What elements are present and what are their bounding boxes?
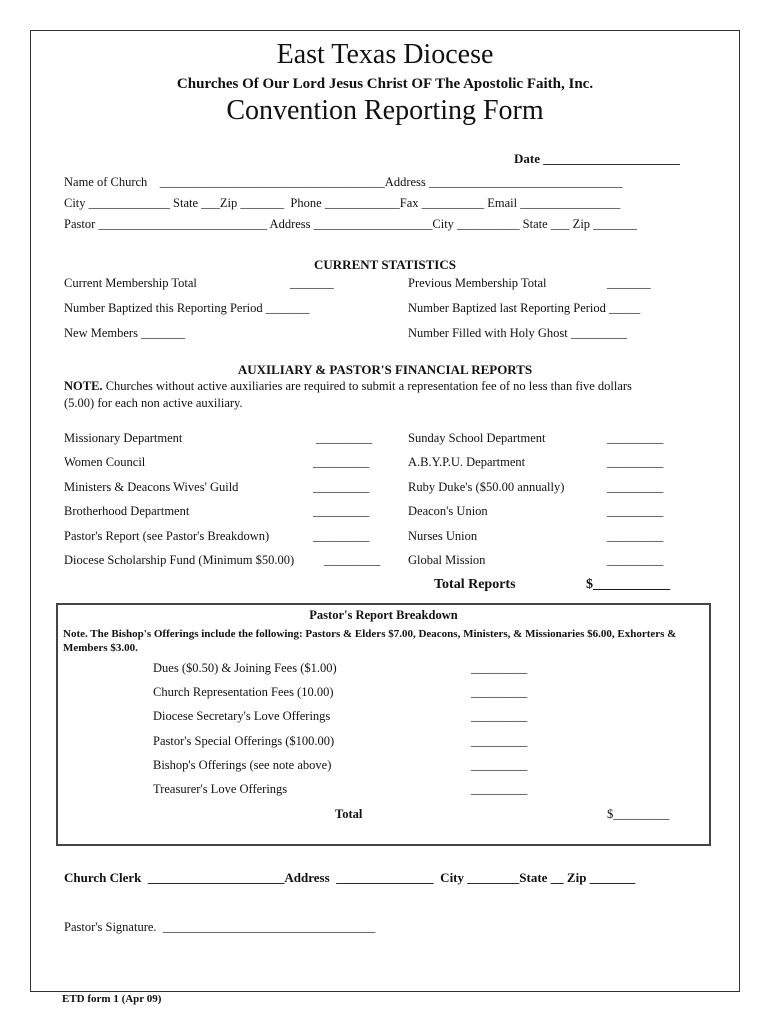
global-mission-label: Global Mission [408, 553, 486, 567]
bishops-offerings-field[interactable]: _________ [471, 758, 528, 772]
abypu-label: A.B.Y.P.U. Department [408, 455, 526, 469]
financial-heading: AUXILIARY & PASTOR'S FINANCIAL REPORTS [237, 362, 533, 377]
diocese-title: East Texas Diocese [276, 39, 494, 70]
treasurer-offerings-label: Treasurer's Love Offerings [153, 782, 288, 796]
brotherhood-field[interactable]: _________ [313, 504, 370, 518]
bishops-offerings-note: Note. The Bishop's Offerings include the following: Pastors & Elders $7.00, Deacons, Ministers, & Missionaries $6.00, Exhorters & Members $3.00. [63, 628, 677, 654]
secretary-offerings-field[interactable]: _________ [471, 709, 528, 723]
women-council-field[interactable]: _________ [313, 455, 370, 469]
previous-membership-field[interactable]: _______ [607, 276, 651, 290]
organization-subtitle: Churches Of Our Lord Jesus Christ OF The Apostolic Faith, Inc. [176, 76, 594, 92]
nurses-union-field[interactable]: _________ [607, 529, 664, 543]
wives-guild-field[interactable]: _________ [313, 480, 370, 494]
form-id: ETD form 1 (Apr 09) [62, 993, 162, 1005]
deacons-union-field[interactable]: _________ [607, 504, 664, 518]
pastors-special-label: Pastor's Special Offerings ($100.00) [153, 734, 335, 748]
total-reports-label: Total Reports [434, 577, 516, 592]
wives-guild-label: Ministers & Deacons Wives' Guild [64, 480, 239, 494]
previous-membership-label: Previous Membership Total [408, 276, 547, 290]
note-label: NOTE. [64, 379, 103, 393]
dues-label: Dues ($0.50) & Joining Fees ($1.00) [153, 661, 337, 675]
church-name-address-line[interactable]: Name of Church ____________________________________Address _______________________________ [64, 175, 623, 189]
date-field[interactable]: Date _____________________ [514, 151, 680, 166]
bishops-offerings-label: Bishop's Offerings (see note above) [153, 758, 332, 772]
city-state-contact-line[interactable]: City _____________ State ___Zip _______ Phone ____________Fax __________ Email ________________ [64, 196, 621, 210]
financial-note-continued: (5.00) for each non active auxiliary. [64, 396, 243, 410]
representation-fees-label: Church Representation Fees (10.00) [153, 685, 334, 699]
missionary-field[interactable]: _________ [316, 431, 373, 445]
form-title: Convention Reporting Form [226, 95, 544, 126]
ruby-dukes-label: Ruby Duke's ($50.00 annually) [408, 480, 565, 494]
secretary-offerings-label: Diocese Secretary's Love Offerings [153, 709, 331, 723]
pastor-signature-line[interactable]: Pastor's Signature. __________________________________ [64, 920, 376, 934]
current-membership-field[interactable]: _______ [290, 276, 334, 290]
women-council-label: Women Council [64, 455, 146, 469]
brotherhood-label: Brotherhood Department [64, 504, 190, 518]
nurses-union-label: Nurses Union [408, 529, 478, 543]
scholarship-label: Diocese Scholarship Fund (Minimum $50.00) [64, 553, 295, 567]
pastors-report-label: Pastor's Report (see Pastor's Breakdown) [64, 529, 270, 543]
baptized-last-period-field[interactable]: Number Baptized last Reporting Period _____ [408, 301, 641, 315]
total-reports-field[interactable]: $___________ [586, 577, 670, 592]
ruby-dukes-field[interactable]: _________ [607, 480, 664, 494]
holy-ghost-field[interactable]: Number Filled with Holy Ghost _________ [408, 326, 628, 340]
financial-note [64, 379, 632, 393]
pastors-report-field[interactable]: _________ [313, 529, 370, 543]
missionary-label: Missionary Department [64, 431, 183, 445]
representation-fees-field[interactable]: _________ [471, 685, 528, 699]
baptized-this-period-field[interactable]: Number Baptized this Reporting Period _______ [64, 301, 310, 315]
breakdown-total-label: Total [335, 807, 363, 821]
statistics-heading: CURRENT STATISTICS [314, 257, 456, 272]
deacons-union-label: Deacon's Union [408, 504, 488, 518]
pastor-address-line[interactable]: Pastor ___________________________ Address ___________________City __________ State ___ Zip _______ [64, 217, 637, 231]
scholarship-field[interactable]: _________ [324, 553, 381, 567]
global-mission-field[interactable]: _________ [607, 553, 664, 567]
dues-field[interactable]: _________ [471, 661, 528, 675]
current-membership-label: Current Membership Total [64, 276, 197, 290]
sunday-school-label: Sunday School Department [408, 431, 546, 445]
breakdown-total-field[interactable]: $_________ [607, 807, 670, 821]
church-clerk-line[interactable]: Church Clerk _____________________Address _______________ City ________State __ Zip _______ [64, 870, 636, 885]
treasurer-offerings-field[interactable]: _________ [471, 782, 528, 796]
sunday-school-field[interactable]: _________ [607, 431, 664, 445]
new-members-field[interactable]: New Members _______ [64, 326, 185, 340]
note-text: Churches without active auxiliaries are required to submit a representation fee of no less than five dollars [102, 379, 632, 393]
pastors-special-field[interactable]: _________ [471, 734, 528, 748]
breakdown-heading: Pastor's Report Breakdown [309, 608, 458, 622]
abypu-field[interactable]: _________ [607, 455, 664, 469]
